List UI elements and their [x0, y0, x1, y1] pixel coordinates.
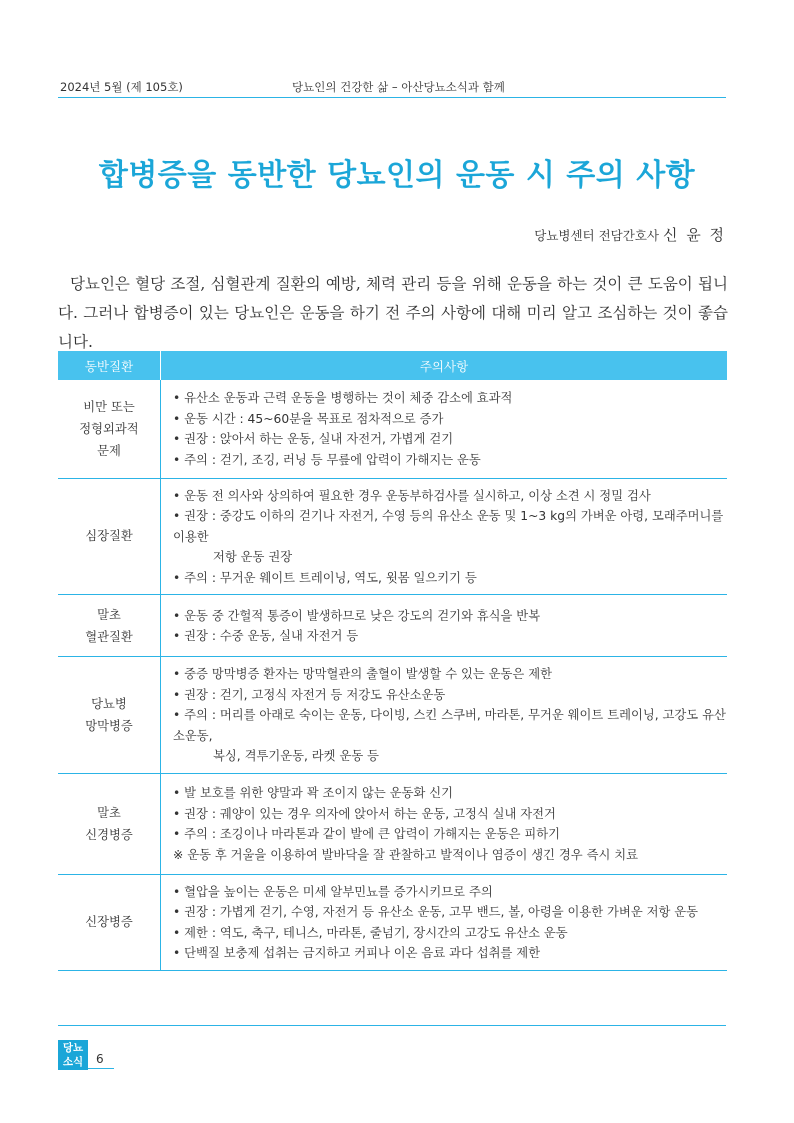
table-row — [58, 478, 727, 595]
precaution-text: • 중증 망막병증 환자는 망막혈관의 출혈이 발생할 수 있는 운동은 제한 — [173, 667, 552, 681]
page-number: 6 — [96, 1052, 104, 1066]
precaution-text: • 주의 : 조깅이나 마라톤과 같이 발에 큰 압력이 가해지는 운동은 피하기 — [173, 827, 561, 841]
condition-line: 심장질환 — [85, 529, 133, 544]
precaution-cell — [161, 874, 728, 970]
table-row — [58, 380, 727, 478]
condition-line: 정형외과적 — [79, 421, 139, 436]
precaution-item — [173, 824, 727, 845]
badge-line-1: 당뇨 — [62, 1042, 84, 1054]
precaution-cell — [161, 595, 728, 657]
table-row — [58, 874, 727, 970]
precaution-text: • 단백질 보충제 섭취는 금지하고 커피나 이온 음료 과다 섭취를 제한 — [173, 946, 541, 960]
condition-line: 말초 — [97, 805, 121, 820]
precaution-text: • 운동 전 의사와 상의하여 필요한 경우 운동부하검사를 실시하고, 이상 소견 시 정밀 검사 — [173, 488, 651, 503]
precaution-cell — [161, 773, 728, 874]
table-header-row — [58, 351, 727, 380]
header-condition: 동반질환 — [58, 351, 161, 380]
precaution-item — [173, 685, 727, 706]
precaution-text: • 발 보호를 위한 양말과 꽉 조이지 않는 운동화 신기 — [173, 786, 454, 800]
precaution-item — [173, 902, 727, 923]
precaution-item — [173, 705, 727, 767]
condition-line: 신장병증 — [85, 915, 133, 929]
page-number-underline — [88, 1068, 114, 1069]
precaution-text: • 권장 : 중강도 이하의 걷기나 자전거, 수영 등의 유산소 운동 및 1~3 kg의 가벼운 아령, 모래주머니를 이용한 — [173, 509, 724, 544]
author-role: 당뇨병센터 전담간호사 — [534, 228, 659, 243]
badge-line-2: 소식 — [62, 1056, 84, 1068]
series-title: 당뇨인의 건강한 삶 – 아산당뇨소식과 함께 — [292, 80, 505, 94]
article-title: 합병증을 동반한 당뇨인의 운동 시 주의 사항 — [98, 158, 696, 193]
precautions-table — [58, 351, 727, 971]
precaution-item — [173, 450, 727, 471]
precaution-item — [173, 664, 727, 685]
precaution-item — [173, 882, 727, 903]
precaution-item — [173, 486, 727, 507]
table-row — [58, 773, 727, 874]
precaution-text: • 운동 중 간헐적 통증이 발생하므로 낮은 강도의 걷기와 휴식을 반복 — [173, 608, 541, 623]
precaution-text: • 권장 : 수중 운동, 실내 자전거 등 — [173, 629, 359, 643]
precaution-item — [173, 845, 727, 866]
condition-cell — [58, 773, 161, 874]
precaution-text-continued: 저항 운동 권장 — [213, 550, 293, 564]
footer-divider — [58, 1025, 726, 1026]
precaution-item — [173, 943, 727, 964]
table-row — [58, 595, 727, 657]
condition-cell — [58, 478, 161, 595]
precaution-item — [173, 506, 727, 568]
precaution-cell — [161, 380, 728, 478]
precaution-item — [173, 568, 727, 589]
newsletter-badge — [58, 1040, 88, 1070]
precaution-item — [173, 923, 727, 944]
condition-line: 혈관질환 — [85, 629, 133, 644]
precaution-text: • 운동 시간 : 45~60분을 목표로 점차적으로 증가 — [173, 411, 444, 426]
precaution-text: • 권장 : 가볍게 걷기, 수영, 자전거 등 유산소 운동, 고무 밴드, 볼, 아령을 이용한 가벼운 저항 운동 — [173, 905, 699, 919]
precaution-item — [173, 429, 727, 450]
header-precautions: 주의사항 — [161, 351, 728, 380]
precaution-item — [173, 388, 727, 409]
condition-line: 비만 또는 — [83, 399, 135, 414]
precaution-item — [173, 606, 727, 627]
precaution-text: • 권장 : 앉아서 하는 운동, 실내 자전거, 가볍게 걷기 — [173, 432, 454, 447]
precaution-text: • 혈압을 높이는 운동은 미세 알부민뇨를 증가시키므로 주의 — [173, 884, 493, 899]
condition-line: 망막병증 — [85, 718, 133, 733]
header-divider — [58, 97, 726, 98]
precaution-text: • 유산소 운동과 근력 운동을 병행하는 것이 체중 감소에 효과적 — [173, 391, 513, 406]
precaution-item — [173, 626, 727, 647]
condition-cell — [58, 595, 161, 657]
condition-cell — [58, 874, 161, 970]
intro-paragraph — [58, 270, 728, 357]
precaution-text: • 주의 : 무거운 웨이트 트레이닝, 역도, 윗몸 일으키기 등 — [173, 570, 477, 585]
precaution-item — [173, 783, 727, 804]
precaution-item — [173, 409, 727, 430]
precaution-text: ※ 운동 후 거울을 이용하여 발바닥을 잘 관찰하고 발적이나 염증이 생긴 경우 즉시 치료 — [173, 847, 638, 862]
condition-line: 말초 — [97, 607, 121, 622]
intro-text: 당뇨인은 혈당 조절, 심혈관계 질환의 예방, 체력 관리 등을 위해 운동을 하는 것이 큰 도움이 됩니다. 그러나 합병증이 있는 당뇨인은 운동을 하기 전 주의 사항에 대해 미리 알고 조심하는 것이 좋습니다. — [58, 275, 728, 351]
condition-line: 문제 — [97, 443, 121, 458]
author-name: 신 윤 정 — [662, 226, 726, 244]
precaution-item — [173, 804, 727, 825]
precaution-cell — [161, 657, 728, 774]
table-row — [58, 657, 727, 774]
condition-line: 당뇨병 — [91, 696, 127, 711]
precaution-text: • 권장 : 궤양이 있는 경우 의자에 앉아서 하는 운동, 고정식 실내 자전거 — [173, 806, 556, 821]
author-byline — [534, 224, 726, 245]
precaution-text: • 주의 : 걷기, 조깅, 러닝 등 무릎에 압력이 가해지는 운동 — [173, 452, 481, 467]
issue-label: 2024년 5월 (제 105호) — [60, 80, 183, 94]
condition-cell — [58, 657, 161, 774]
condition-line: 신경병증 — [85, 827, 133, 842]
precaution-cell — [161, 478, 728, 595]
condition-cell — [58, 380, 161, 478]
page-header — [58, 79, 726, 97]
precaution-text-continued: 복싱, 격투기운동, 라켓 운동 등 — [213, 749, 379, 763]
precaution-text: • 제한 : 역도, 축구, 테니스, 마라톤, 줄넘기, 장시간의 고강도 유산소 운동 — [173, 925, 568, 940]
table-body — [58, 380, 727, 970]
precaution-text: • 권장 : 걷기, 고정식 자전거 등 저강도 유산소운동 — [173, 687, 446, 702]
precaution-text: • 주의 : 머리를 아래로 숙이는 운동, 다이빙, 스킨 스쿠버, 마라톤, 무거운 웨이트 트레이닝, 고강도 유산소운동, — [173, 708, 726, 743]
